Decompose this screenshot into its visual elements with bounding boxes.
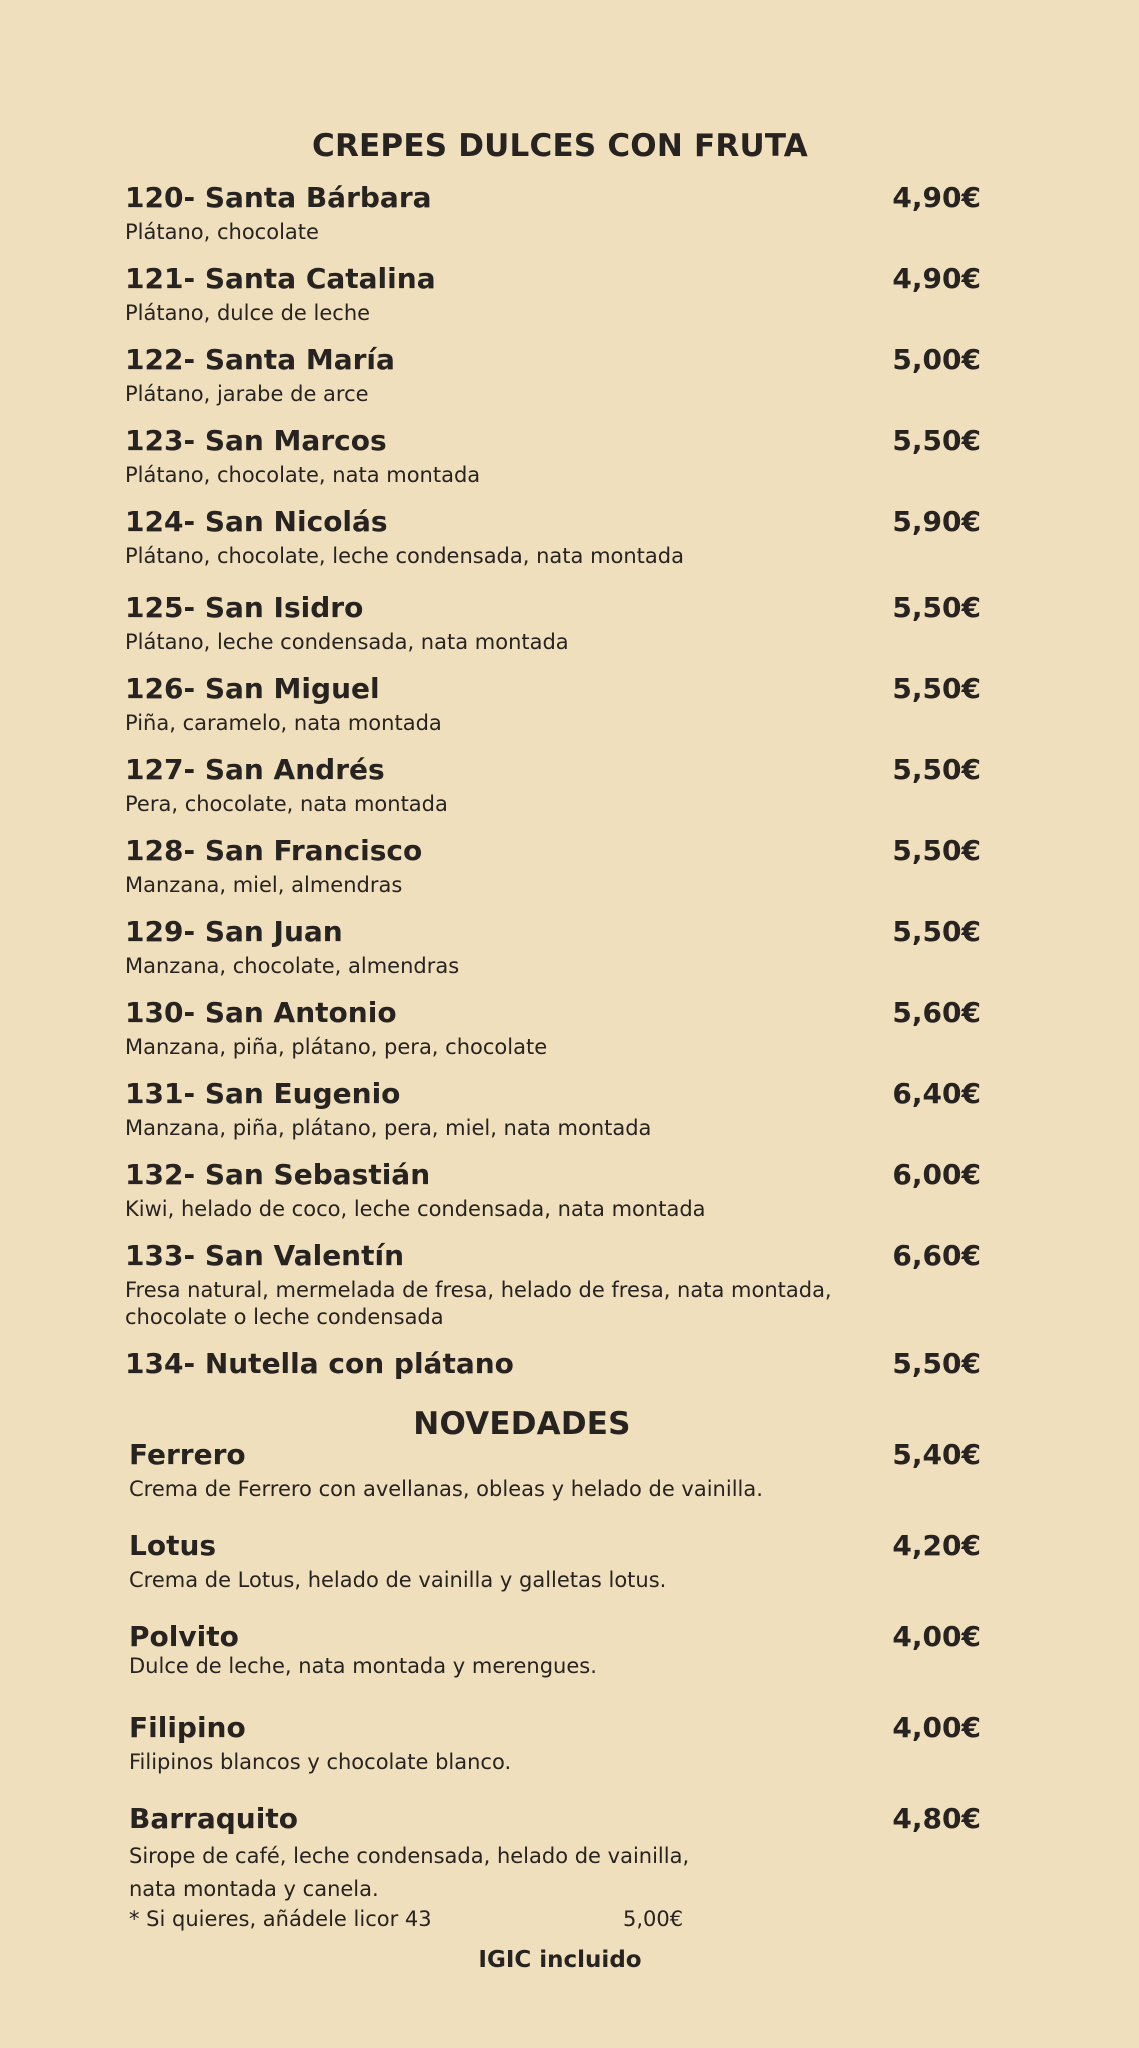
item-name: 127- San Andrés xyxy=(125,753,385,786)
item-price: 5,90€ xyxy=(892,505,981,538)
menu-item-barraquito xyxy=(129,1802,981,1906)
item-description: Manzana, piña, plátano, pera, miel, nata montada xyxy=(125,1116,652,1140)
item-price: 4,00€ xyxy=(892,1620,981,1653)
item-description: Manzana, piña, plátano, pera, chocolate xyxy=(125,1035,548,1059)
item-description: Dulce de leche, nata montada y merengues. xyxy=(129,1654,597,1678)
section-title-crepes: CREPES DULCES CON FRUTA xyxy=(312,128,808,164)
item-name: 131- San Eugenio xyxy=(125,1077,401,1110)
item-name: Ferrero xyxy=(129,1438,246,1471)
item-name: 132- San Sebastián xyxy=(125,1158,431,1191)
item-description: Manzana, miel, almendras xyxy=(125,873,403,897)
menu-item-polvito xyxy=(129,1620,981,1680)
licor-note: * Si quieres, añádele licor 43 xyxy=(129,1907,432,1931)
item-price: 6,00€ xyxy=(892,1158,981,1191)
item-description: Sirope de café, leche condensada, helado de vainilla, nata montada y canela. xyxy=(129,1844,690,1901)
item-name: 121- Santa Catalina xyxy=(125,262,436,295)
menu-item-132 xyxy=(125,1158,981,1223)
item-price: 6,60€ xyxy=(892,1239,981,1272)
menu-item-120 xyxy=(125,181,981,246)
menu-item-ferrero xyxy=(129,1438,981,1503)
item-price: 5,50€ xyxy=(892,591,981,624)
licor-note-price: 5,00€ xyxy=(623,1907,684,1931)
item-name: Filipino xyxy=(129,1711,246,1744)
item-price: 5,50€ xyxy=(892,424,981,457)
item-name: 124- San Nicolás xyxy=(125,505,388,538)
item-name: Barraquito xyxy=(129,1802,298,1835)
item-description: Plátano, dulce de leche xyxy=(125,301,371,325)
menu-item-133 xyxy=(125,1239,981,1331)
item-name: Polvito xyxy=(129,1620,239,1653)
menu-item-130 xyxy=(125,996,981,1061)
menu-item-127 xyxy=(125,753,981,818)
menu-item-131 xyxy=(125,1077,981,1142)
item-price: 4,90€ xyxy=(892,181,981,214)
menu-item-125 xyxy=(125,591,981,656)
item-name: 134- Nutella con plátano xyxy=(125,1347,514,1380)
item-price: 6,40€ xyxy=(892,1077,981,1110)
item-price: 5,50€ xyxy=(892,672,981,705)
menu-item-129 xyxy=(125,915,981,980)
item-description: Kiwi, helado de coco, leche condensada, nata montada xyxy=(125,1197,706,1221)
section-title-novedades: NOVEDADES xyxy=(413,1406,631,1442)
menu-item-122 xyxy=(125,343,981,408)
item-price: 5,00€ xyxy=(892,343,981,376)
menu-item-134 xyxy=(125,1347,981,1385)
item-name: Lotus xyxy=(129,1529,217,1562)
item-price: 4,20€ xyxy=(892,1529,981,1562)
item-description: Crema de Ferrero con avellanas, obleas y helado de vainilla. xyxy=(129,1477,763,1501)
item-price: 5,40€ xyxy=(892,1438,981,1471)
igic-footer: IGIC incluido xyxy=(478,1947,642,1973)
item-price: 4,90€ xyxy=(892,262,981,295)
item-name: 122- Santa María xyxy=(125,343,395,376)
item-name: 125- San Isidro xyxy=(125,591,364,624)
item-price: 5,50€ xyxy=(892,834,981,867)
item-name: 120- Santa Bárbara xyxy=(125,181,432,214)
item-price: 4,00€ xyxy=(892,1711,981,1744)
item-price: 4,80€ xyxy=(892,1802,981,1835)
menu-item-126 xyxy=(125,672,981,737)
item-price: 5,50€ xyxy=(892,753,981,786)
menu-item-123 xyxy=(125,424,981,489)
item-name: 130- San Antonio xyxy=(125,996,397,1029)
menu-item-filipino xyxy=(129,1711,981,1776)
item-description: Plátano, chocolate, leche condensada, nata montada xyxy=(125,544,684,568)
item-description: Manzana, chocolate, almendras xyxy=(125,954,460,978)
item-description: Plátano, chocolate xyxy=(125,220,319,244)
item-price: 5,50€ xyxy=(892,1347,981,1380)
item-description: Piña, caramelo, nata montada xyxy=(125,711,442,735)
item-description: Crema de Lotus, helado de vainilla y galletas lotus. xyxy=(129,1568,667,1592)
item-price: 5,60€ xyxy=(892,996,981,1029)
item-name: 126- San Miguel xyxy=(125,672,380,705)
item-price: 5,50€ xyxy=(892,915,981,948)
menu-item-124 xyxy=(125,505,981,570)
item-name: 123- San Marcos xyxy=(125,424,387,457)
menu-item-128 xyxy=(125,834,981,899)
item-name: 128- San Francisco xyxy=(125,834,423,867)
item-description: Plátano, chocolate, nata montada xyxy=(125,463,481,487)
item-description: Plátano, jarabe de arce xyxy=(125,382,369,406)
item-name: 129- San Juan xyxy=(125,915,343,948)
item-description: Plátano, leche condensada, nata montada xyxy=(125,630,569,654)
item-description: Filipinos blancos y chocolate blanco. xyxy=(129,1750,512,1774)
item-description: Pera, chocolate, nata montada xyxy=(125,792,448,816)
menu-item-lotus xyxy=(129,1529,981,1594)
menu-item-121 xyxy=(125,262,981,327)
item-description: Fresa natural, mermelada de fresa, helado de fresa, nata montada, chocolate o leche condensada xyxy=(125,1278,832,1329)
item-name: 133- San Valentín xyxy=(125,1239,405,1272)
